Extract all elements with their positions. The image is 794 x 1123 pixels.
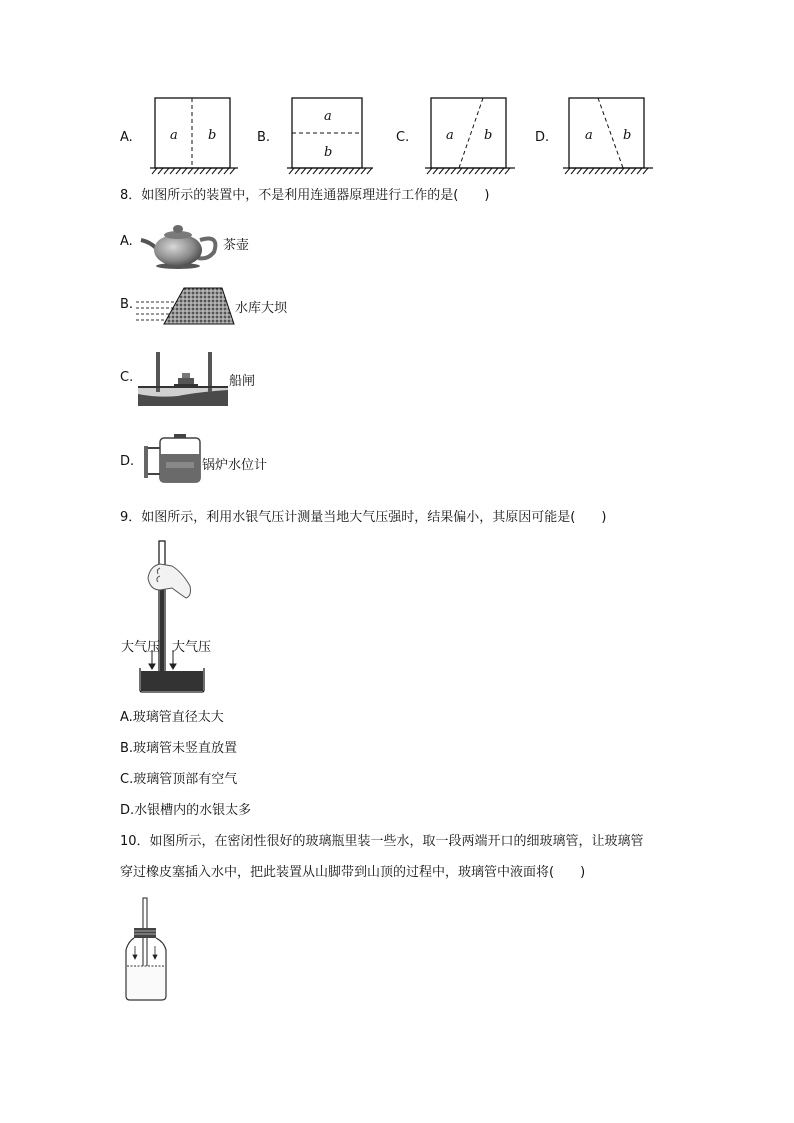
q9-option-b[interactable]: B.玻璃管未竖直放置 [120,741,238,756]
q7-b-bottom-label: b [324,145,333,160]
q7-option-b-letter[interactable]: B. [257,130,271,145]
q9-option-d[interactable]: D.水银槽内的水银太多 [120,803,252,818]
q9-option-a[interactable]: A.玻璃管直径太大 [120,710,224,725]
q9-right-pressure-label: 大气压 [172,640,212,655]
q8-stem: 8．如图所示的装置中，不是利用连通器原理进行工作的是( ) [120,188,490,203]
q7-option-d-letter[interactable]: D. [535,130,550,145]
q7-options-row [0,90,794,180]
q7-c-left-label: a [446,128,454,143]
q8-option-d-label: 锅炉水位计 [202,458,268,473]
q7-d-right-label: b [623,128,632,143]
q8-option-c-letter[interactable]: C. [120,370,134,385]
q7-d-left-label: a [585,128,593,143]
q9-option-c[interactable]: C.玻璃管顶部有空气 [120,772,238,787]
q7-a-right-label: b [208,128,217,143]
q7-option-d-diagram [563,96,657,176]
teapot-icon [138,218,223,270]
q7-a-left-label: a [170,128,178,143]
q7-option-a-diagram [150,96,240,176]
q10-stem-line-1: 10．如图所示，在密闭性很好的玻璃瓶里装一些水，取一段两端开口的细玻璃管，让玻璃管 [120,834,644,849]
q7-option-c-letter[interactable]: C. [396,130,410,145]
q8-option-b-label: 水库大坝 [235,301,288,316]
q9-left-pressure-label: 大气压 [121,640,161,655]
bottle-tube-figure [120,896,172,1002]
mercury-barometer-figure [120,538,220,694]
q7-b-top-label: a [324,109,332,124]
q9-stem: 9．如图所示，利用水银气压计测量当地大气压强时，结果偏小，其原因可能是( ) [120,510,607,525]
q8-option-a-letter[interactable]: A. [120,234,133,249]
dam-icon [136,284,236,326]
q7-option-a-letter[interactable]: A. [120,130,133,145]
ship-lock-icon [138,348,228,408]
q10-stem-line-2: 穿过橡皮塞插入水中，把此装置从山脚带到山顶的过程中，玻璃管中液面将( ) [120,865,586,880]
q7-option-b-diagram [287,96,377,176]
q8-option-d-letter[interactable]: D. [120,454,135,469]
q8-option-c-label: 船闸 [229,374,256,389]
q7-c-right-label: b [484,128,493,143]
q8-option-a-label: 茶壶 [223,238,250,253]
boiler-water-gauge-icon [140,432,202,488]
q7-option-c-diagram [425,96,519,176]
q8-option-b-letter[interactable]: B. [120,297,134,312]
